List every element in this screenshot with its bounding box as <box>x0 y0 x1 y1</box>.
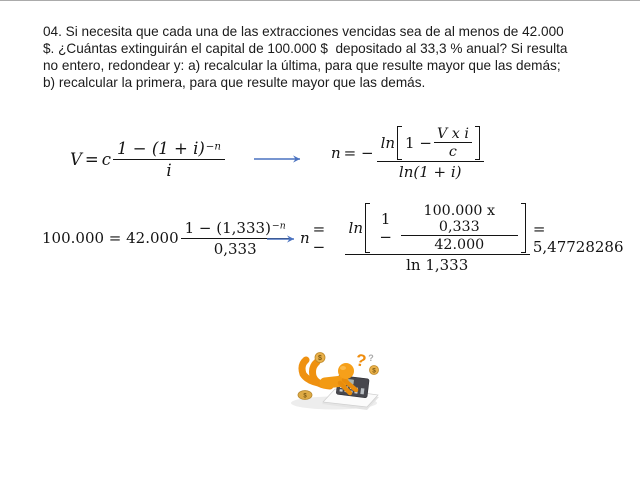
figure-head <box>338 363 354 379</box>
inner-fraction <box>434 126 472 160</box>
open-bracket <box>365 203 370 253</box>
inner-denominator: c <box>448 143 457 160</box>
lhs-values: 100.000 = 42.000 <box>42 229 179 247</box>
orange-figure <box>302 360 356 393</box>
fraction <box>113 139 225 180</box>
ln-label: ln <box>348 218 363 237</box>
figure-calculator-clipart <box>284 350 386 412</box>
var-V: V <box>70 149 82 169</box>
denominator: ln(1 + i) <box>398 162 462 181</box>
var-n: n <box>331 144 341 162</box>
close-bracket <box>475 126 480 160</box>
inner-numerator: V x i <box>434 126 472 143</box>
inner-denominator: 42.000 <box>434 236 485 253</box>
equals-minus-sign: = − <box>312 220 326 256</box>
inner-fraction <box>401 203 519 253</box>
denominator: i <box>166 160 172 180</box>
problem-line: 04. Si necesita que cada una de las extracciones vencidas sea de al menos de 42.000 <box>43 24 564 39</box>
ln-label: ln <box>380 133 396 152</box>
formula-n-numeric <box>300 197 640 279</box>
denominator: ln 1,333 <box>406 255 469 274</box>
inner-numerator: 100.000 x 0,333 <box>401 203 519 236</box>
equals-minus-sign: = − <box>343 144 374 162</box>
problem-line: $. ¿Cuántas extinguirán el capital de 100.000 $ depositado al 33,3 % anual? Si resulta <box>43 41 568 56</box>
problem-line: no entero, redondear y: a) recalcular la última, para que resulte mayor que las demás; <box>43 58 561 73</box>
numerator: 1 − (1 + i) <box>117 138 205 158</box>
formula-present-value <box>70 131 225 187</box>
formula-numeric <box>42 207 290 269</box>
one-minus: 1 − <box>379 209 392 246</box>
result-value: = 5,47728286 <box>532 220 624 256</box>
exponent: −n <box>271 220 286 232</box>
open-bracket <box>397 126 402 160</box>
dollar-coin-icon: $ <box>372 367 376 375</box>
right-arrow-icon <box>253 150 309 168</box>
one-minus: 1 − <box>405 133 432 152</box>
fraction <box>345 203 530 274</box>
equals-sign: = <box>84 149 99 169</box>
numerator: 1 − (1,333) <box>184 218 271 237</box>
right-arrow-icon <box>266 230 302 248</box>
denominator: 0,333 <box>213 239 257 258</box>
fraction <box>377 126 484 181</box>
problem-statement <box>43 23 608 91</box>
question-mark-icon: ? <box>354 350 368 371</box>
var-n: n <box>300 229 310 247</box>
formula-n-general <box>331 113 484 193</box>
exponent: −n <box>205 140 221 152</box>
problem-line: b) recalcular la primera, para que resulte mayor que las demás. <box>43 75 426 90</box>
close-bracket <box>521 203 526 253</box>
small-question-mark-icon: ? <box>368 353 374 363</box>
var-c: c <box>101 149 111 169</box>
dollar-coin-icon: $ <box>318 355 322 362</box>
dollar-coin-icon: $ <box>303 393 307 400</box>
